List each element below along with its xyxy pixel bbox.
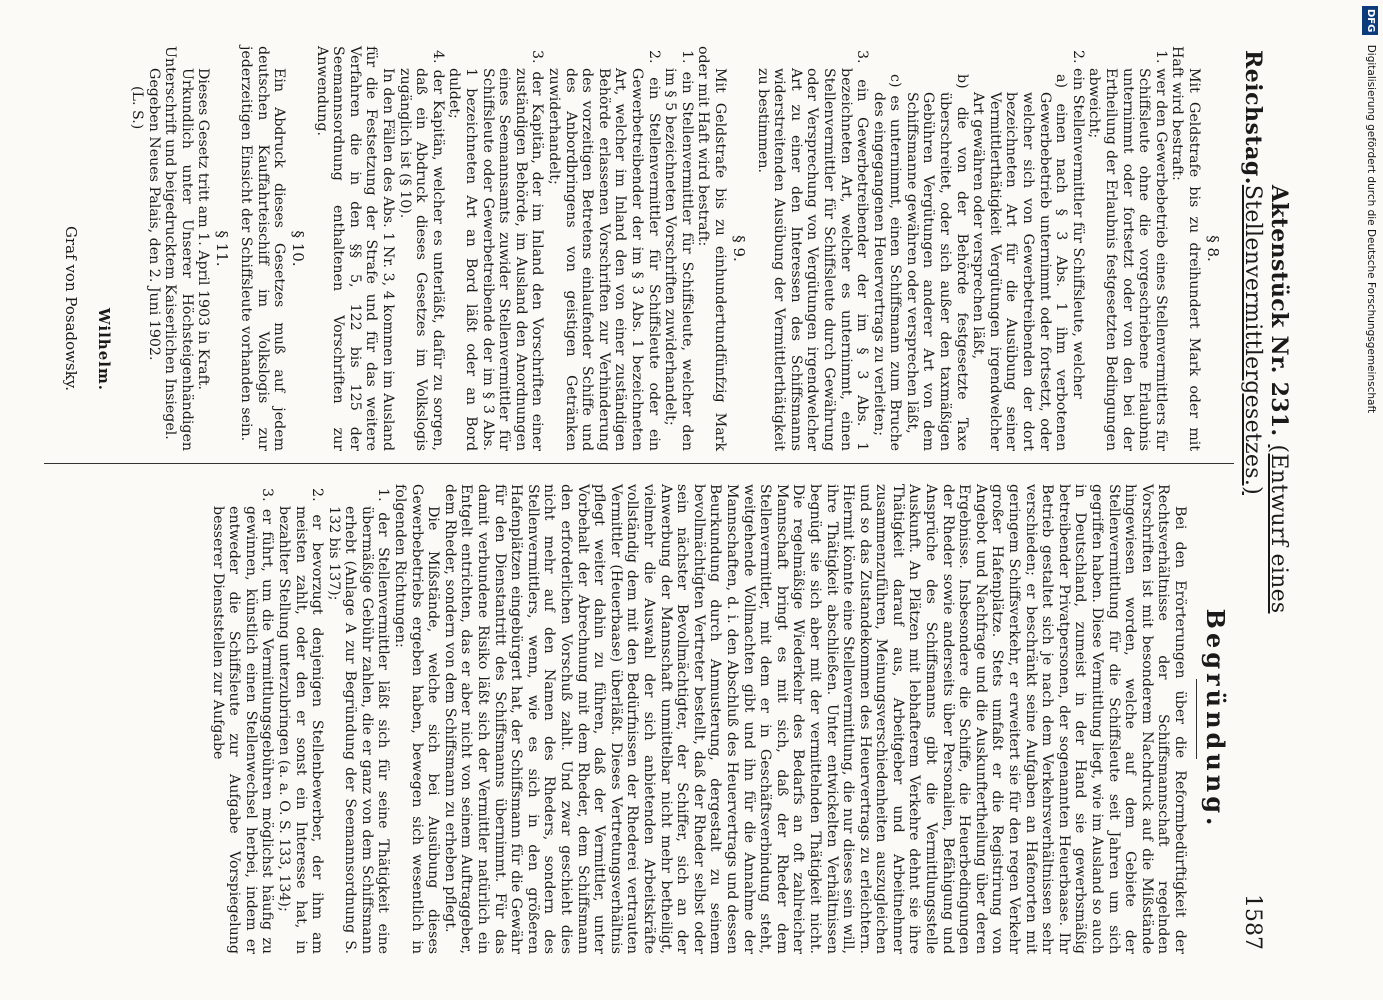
section-10-heading: § 10.	[289, 230, 308, 267]
page-header	[1240, 40, 1292, 960]
dfg-credit-text: Digitalisierung gefördert durch die Deutsche Forschungsgemeinschaft	[1365, 44, 1377, 414]
title-divider	[1196, 679, 1197, 759]
header-entwurf: (Entwurf eines Stellenvermittlergesetzes.)	[1240, 184, 1291, 614]
justification-para-1: Bei den Erörterungen über die Reformbedürftigkeit der Rechtsverhältnisse der Schiffsmannschaft regelnden Vorschriften ist mit besonderem Nachdruck auf die Mißstände hingewiesen worden, welche auf dem Gebiete der Stellenvermittlung für die Schiffsleute seit Jahren um sich gegriffen haben. Diese Vermittlung liegt, wie im Ausland so auch in Deutschland, zumeist in der Hand sie gewerbsmäßig betreibender Privatpersonen, der sogenannten Heuerbaase. Ihr Betrieb gestaltet sich je nach dem Verkehrsverhältnissen sehr verschieden; er beschränkt seine Aufgaben an Hafenorten mit geringem Schiffsverkehr, er erweitert sie für den regen Verkehr großer Hafenplätze. Stets umfaßt er die Registrirung von Angebot und Nachfrage und die Auskunftertheilung über deren Ergebnisse. Insbesondere die Schiffe, die Heuerbedingungen der Rheder sowie anderseits über Personalien, Befähigung und Ansprüche des Schiffsmanns gibt die Vermittlungsstelle Auskunft. An Plätzen mit lebhafterem Verkehre dehnt sie ihre Thätigkeit darauf aus, Arbeitgeber und Arbeitnehmer zusammenzuführen, Meinungsverschiedenheiten auszugleichen und so das Zustandekommen des Heuervertrags zu erleichtern. Hiermit könnte eine Stellenvermittlung, die nur dieses sein will, ihre Thätigkeit abschließen. Unter entwickelten Verhältnissen begnügt sie sich aber mit der vermittelnden Thätigkeit nicht. Die regelmäßige Wiederkehr des Bedarfs an oft zahlreicher Mannschaft bringt es mit sich, daß der Rheder dem Stellenvermittler, mit dem er in Geschäftsverbindung steht, weitgehende Vollmachten gibt und ihn für die Annahme der Mannschaften, d. i. den Abschluß des Heuervertrags und dessen Beurkundung durch Anmusterung, dergestalt zu seinem bevollmächtigten Vertreter bestellt, daß der Rheder selbst oder sein nächster Bevollmächtigter, der Schiffer, sich an der Anwerbung der Mannschaft unmittelbar nicht mehr betheiligt, vielmehr die Auswahl der sich anbietenden Arbeitskräfte vollständig dem mit den Bedürfnissen der Rhederei vertrauten Vermittler (Heuerbaase) überläßt. Dieses Vertretungsverhältnis pflegt weiter dahin zu führen, daß der Vermittler, unter Vorbehalt der Abrechnung mit dem Rheder, dem Schiffsmann den erforderlichen Vorschuß zahlt. Und zwar geschieht dies nicht mehr auf den Namen des Rheders, sondern des Stellenvermittlers, wenn, wie es sich in den größeren Hafenplätzen eingebürgert hat, der Schiffsmann für die Gewähr für den Dienstantritt des Schiffsmanns übernimmt. Für das damit verbundene Risiko läßt sich der Vermittler natürlich ein Entgelt entrichten, das er aber nicht von seinem Auftraggeber, dem Rheder, sondern von dem Schiffsmann zu erheben pflegt.	[441, 484, 1188, 954]
section-10-text: Ein Abdruck dieses Gesetzes muß auf jedem deutschen Kauffahrteischiff im Volkslogis zur jederzeitigen Einsicht der Schiffsleute vorhanden sein.	[237, 46, 288, 452]
dfg-credit	[1363, 6, 1379, 994]
section-8-item-3: 3. ein Gewerbetreibender der im § 3 Abs. 1 bezeichneten Art, welcher es unternimmt, einen Stellenvermittler für Schiffsleute durch Gewährung oder Versprechung von Vergütungen irgendwelcher Art zu einer den Interessen des Schiffsmanns widerstreitenden Ausübung der Vermittlerthätigkeit zu bestimmen.	[754, 50, 871, 452]
section-9-heading: § 9.	[729, 235, 748, 262]
section-8-item-2c: c) es unternimmt, einen Schiffsmann zum Bruche des eingegangenen Heuervertrags zu verleiten;	[870, 74, 904, 452]
page-number: 1587	[1240, 894, 1265, 950]
section-8-heading: § 8.	[1204, 235, 1222, 262]
given-at: Gegeben Neues Palais, den 2. Juni 1902.	[145, 68, 162, 361]
law-text-column	[44, 40, 1234, 464]
closing-formula: Urkundlich unter Unserer Höchsteigenhändigen Unterschrift und beigedrucktem Kaiserlichen Insiegel.	[162, 46, 195, 452]
section-8-item-2: 2. ein Stellenvermittler für Schiffsleute, welcher	[1069, 50, 1086, 399]
justification-column	[44, 464, 1234, 960]
section-11-text: Dieses Gesetz tritt am 1. April 1903 in Kraft.	[195, 68, 212, 391]
seal-mark: (L. S.)	[128, 86, 145, 130]
section-8-item-1: 1. wer den Gewerbebetrieb eines Stellenvermittlers für Schiffsleute ohne die vorgeschriebene Erlaubnis unternimmt oder fortsetzt oder von den bei der Ertheilung der Erlaubnis festgesetzten Bedingungen abweicht;	[1086, 50, 1169, 452]
header-reichstag: Reichstag.	[1240, 50, 1266, 185]
justification-item-2: 2. er bevorzugt denjenigen Stellenbewerber, der ihm am meisten zahlt, oder den er sonst ein Interesse hat, in bezahlter Stellung unterzubringen (a. a. O. S. 133, 134);	[275, 488, 326, 954]
begruendung-title: Begründung.	[1201, 608, 1230, 830]
section-9-item-2: 2. ein Stellenvermittler für Schiffsleute oder ein Gewerbetreibender der im § 3 Abs. 1 bezeichneten Art, welcher im Inland den von einer zuständigen Behörde erlassenen Vorschriften zur Verhinderung des vorzeitigen Betretens einlaufender Schiffe und des Anbordbringens von geistigen Getränken zuwiderhandelt;	[546, 50, 662, 452]
section-8-item-2b: b) die von der Behörde festgesetzte Taxe überschreitet, oder sich außer den taxmäßigen Gebühren Vergütungen anderer Art von dem Schiffsmanne gewähren oder versprechen läßt,	[903, 74, 970, 452]
two-column-body	[44, 40, 1234, 960]
signature-wilhelm: Wilhelm.	[95, 307, 114, 392]
section-9-intro: Mit Geldstrafe bis zu einhundertundfünfzig Mark oder mit Haft wird bestraft:	[695, 46, 728, 452]
justification-item-3: 3. er führt, um die Vermittlungsgebühren möglichst häufig zu gewinnen, künstlich einen Stellenwechsel herbei, indem er entweder die Schiffsleute zur Aufgabe Vorspiegelung besserer Dienststellen zur Aufgabe	[209, 488, 276, 954]
header-title	[1240, 185, 1292, 894]
section-11-heading: § 11.	[213, 230, 232, 267]
section-8-intro: Mit Geldstrafe bis zu dreihundert Mark oder mit Haft wird bestraft:	[1169, 46, 1202, 452]
dfg-logo: DFG	[1362, 6, 1378, 35]
justification-para-2: Die Mißstände, welche sich bei Ausübung dieses Gewerbebetriebs ergeben haben, bewegen sich wesentlich in folgenden Richtungen:	[392, 484, 442, 954]
section-9-tail: In den Fällen des Abs. 1 Nr. 3, 4 kommen im Ausland für die Festsetzung der Strafe und für das weitere Verfahren die in den §§ 5, 122 bis 125 der Seemannsordnung enthaltenen Vorschriften zur Anwendung.	[313, 46, 397, 452]
section-9-item-1: 1. ein Stellenvermittler für Schiffsleute, welcher den im § 5 bezeichneten Vorschriften zuwiderhandelt;	[662, 50, 695, 452]
section-9-item-3: 3. der Kapitän, der im Inland den Vorschriften einer zuständigen Behörde, im Ausland den Anordnungen eines Seemannsamts zuwider Stellenvermittler für Schiffsleute oder Gewerbetreibende der im § 3 Abs. 1 bezeichneten Art an Bord läßt oder an Bord duldet;	[446, 50, 546, 452]
section-9-item-4: 4. der Kapitän, welcher es unterläßt, dafür zu sorgen, daß ein Abdruck dieses Gesetzes im Volkslogis zugänglich ist (§ 10).	[396, 50, 446, 452]
document-page	[4, 0, 1296, 1000]
section-8-item-2a: a) einen nach § 3 Abs. 1 ihm verbotenen Gewerbebetrieb unternimmt oder fortsetzt, oder welcher sich von Gewerbetreibenden der dort bezeichneten Art für die Ausübung seiner Vermittlerthätigkeit Vergütungen irgendwelcher Art gewähren oder versprechen läßt,	[970, 74, 1070, 452]
header-aktenstueck: Aktenstück Nr. 231.	[1266, 184, 1292, 437]
justification-item-1: 1. der Stellenvermittler läßt sich für seine Thätigkeit eine übermäßige Gebühr zahlen, die er ganz von dem Schiffsmann erhebt (Anlage A zur Begründung der Seemannsordnung S. 132 bis 137);	[325, 488, 392, 954]
signature-posadowsky: Graf von Posadowsky.	[62, 226, 81, 392]
dfg-credit-strip	[1363, 6, 1379, 994]
